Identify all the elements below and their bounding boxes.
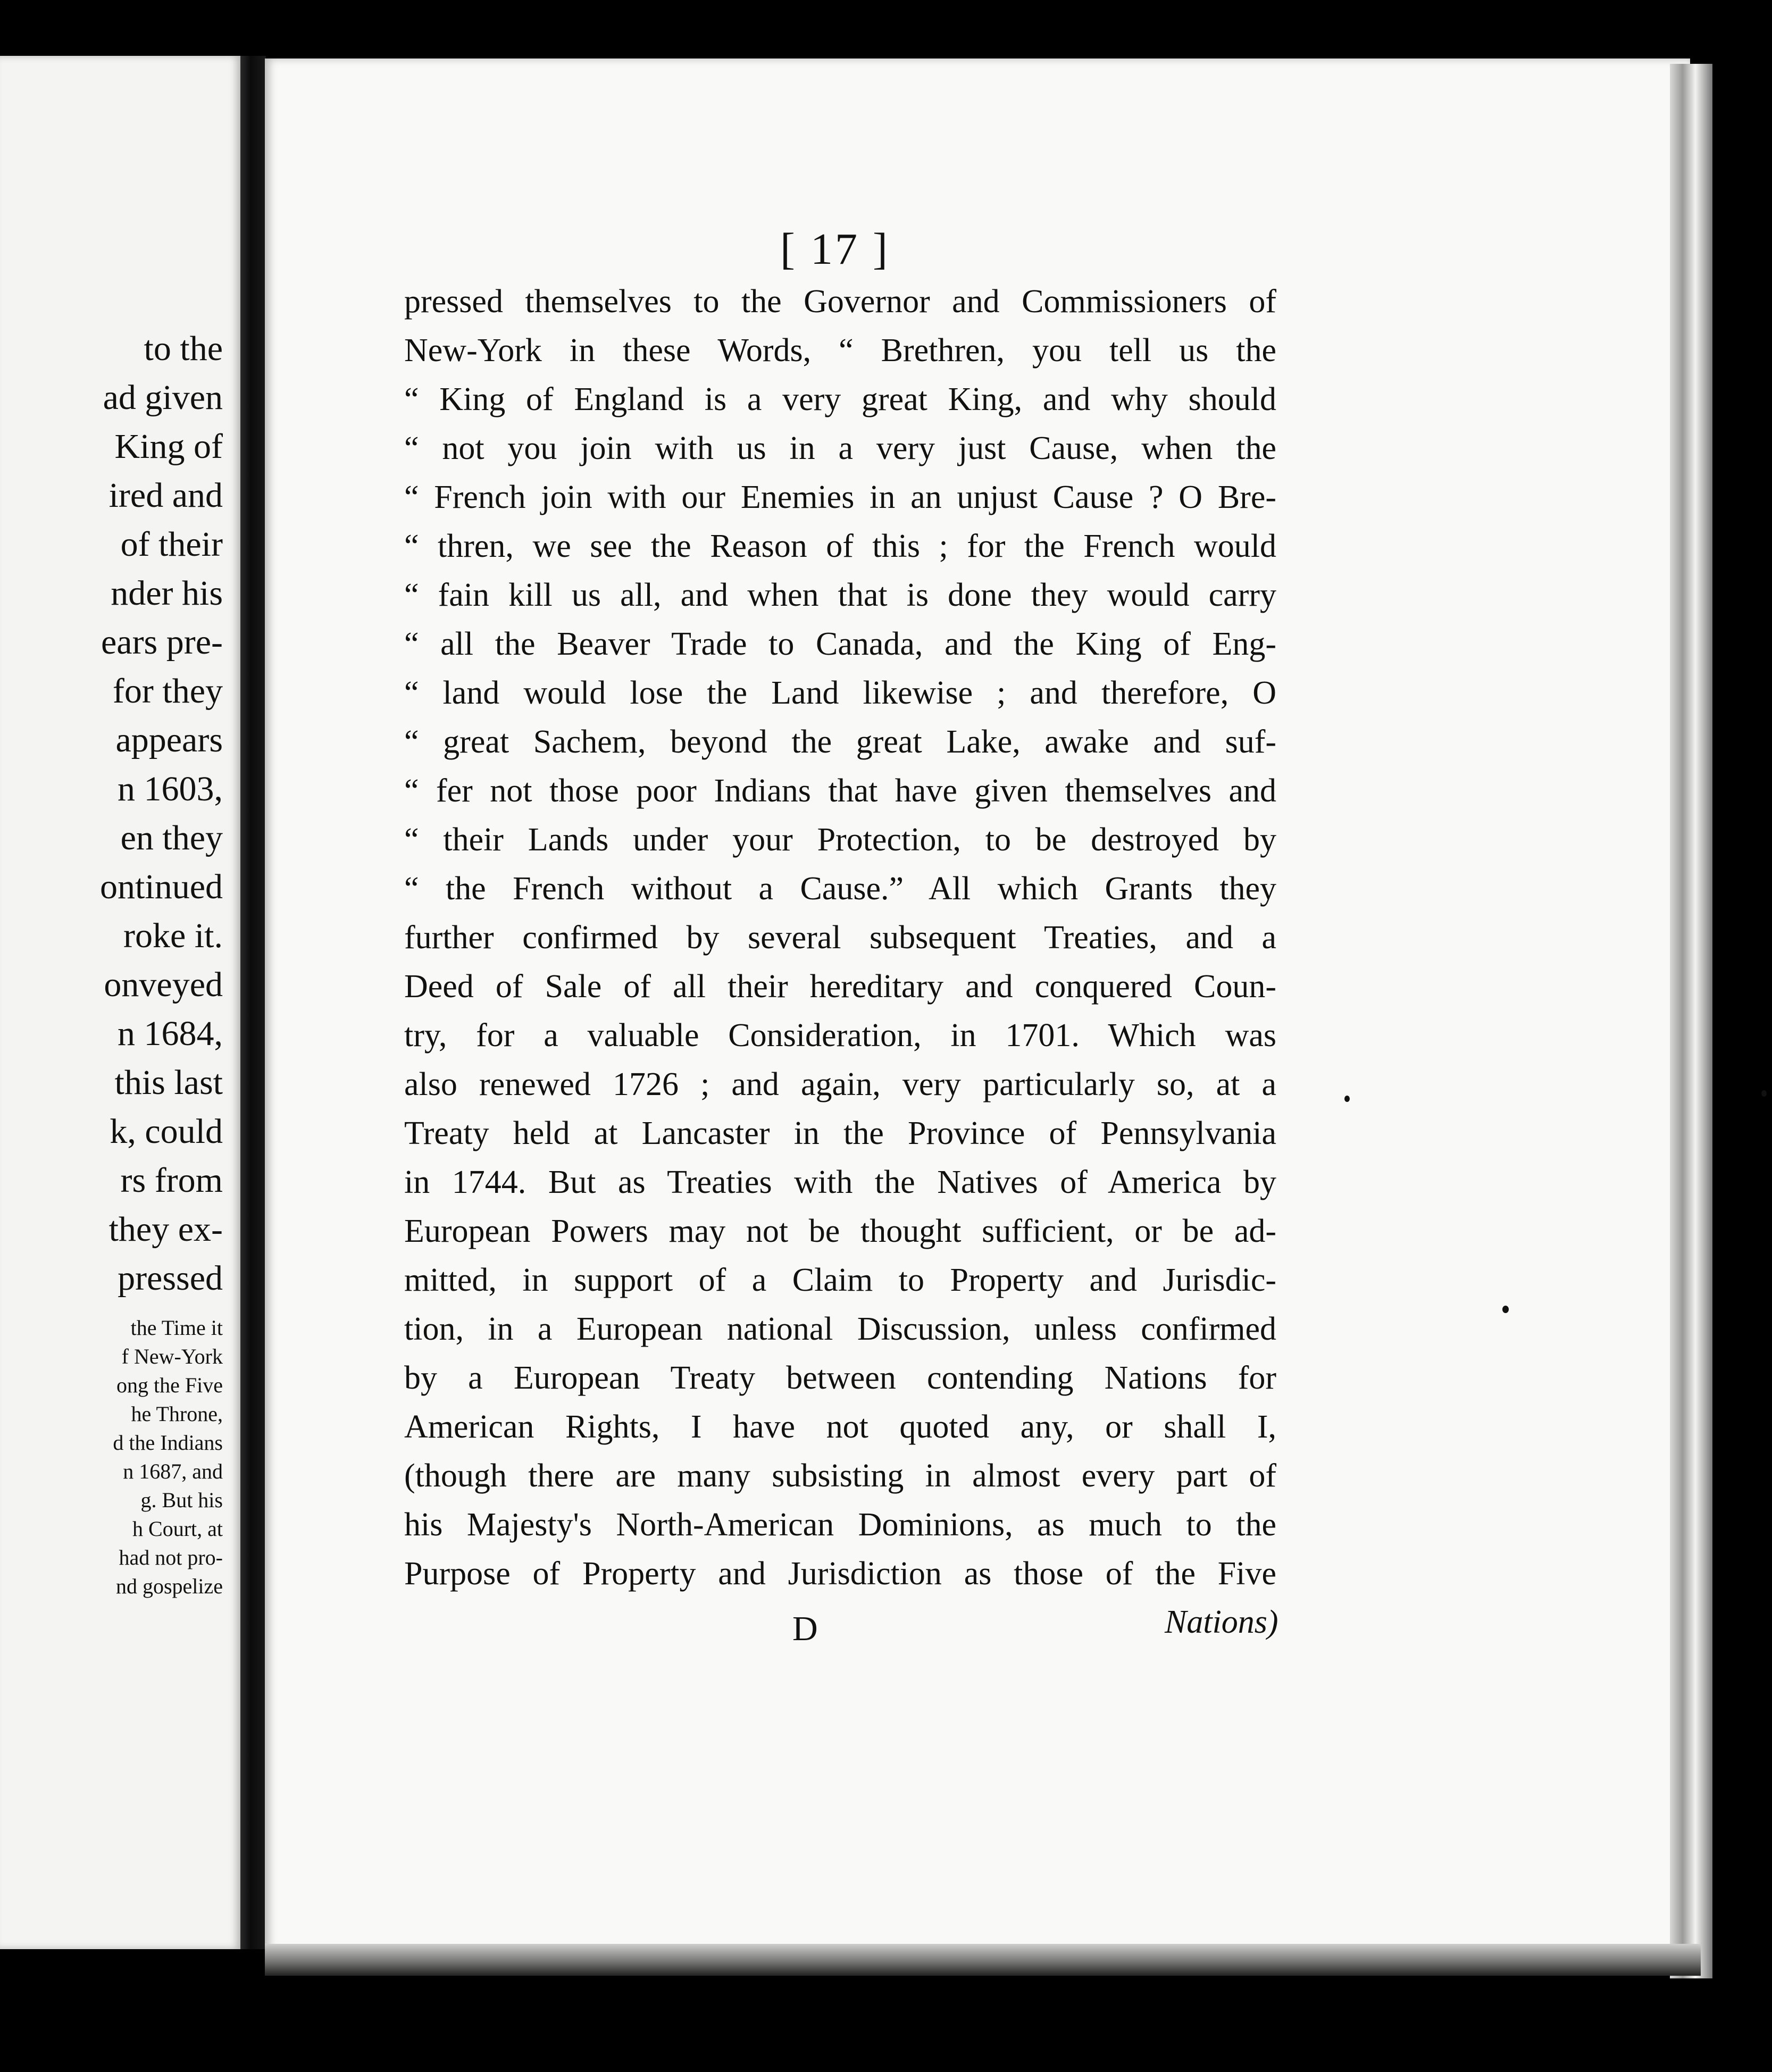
text-line: “ their Lands under your Protection, to be destroyed by (404, 822, 1276, 858)
text-line: “ all the Beaver Trade to Canada, and the King of Eng- (404, 626, 1276, 662)
text-line: “ not you join with us in a very just Cause, when the (404, 430, 1276, 466)
left-note-line: had not pro- (119, 1545, 223, 1569)
text-line: in 1744. But as Treaties with the Natives of America by (404, 1164, 1276, 1200)
text-line: “ King of England is a very great King, and why should (404, 381, 1276, 417)
left-note-line: d the Indians (113, 1431, 223, 1455)
text-line: “ thren, we see the Reason of this ; for the French would (404, 528, 1276, 564)
page-number: [ 17 ] (780, 224, 890, 274)
text-line: New-York in these Words, “ Brethren, you tell us the (404, 332, 1276, 369)
text-line: try, for a valuable Consideration, in 1701. Which was (404, 1017, 1276, 1054)
left-facing-page (0, 56, 242, 1949)
text-line: “ French join with our Enemies in an unjust Cause ? O Bre- (404, 479, 1276, 515)
left-note-line: nd gospelize (115, 1574, 223, 1598)
text-line: also renewed 1726 ; and again, very particularly so, at a (404, 1066, 1276, 1102)
text-line: Deed of Sale of all their hereditary and conquered Coun- (404, 968, 1276, 1005)
text-line: “ fer not those poor Indians that have given themselves and (404, 773, 1276, 809)
text-line: Treaty held at Lancaster in the Province of Pennsylvania (404, 1115, 1276, 1151)
text-line: (though there are many subsisting in almost every part of (404, 1458, 1276, 1494)
text-line: “ the French without a Cause.” All which Grants they (404, 871, 1276, 907)
left-body-line: for they (112, 672, 223, 711)
text-line: “ great Sachem, beyond the great Lake, awake and suf- (404, 724, 1276, 760)
left-body-line: nder his (111, 574, 223, 613)
text-line: “ land would lose the Land likewise ; and therefore, O (404, 675, 1276, 711)
left-body-line: n 1684, (118, 1014, 223, 1053)
text-line: mitted, in support of a Claim to Property and Jurisdic- (404, 1262, 1276, 1298)
ink-speck (1502, 1306, 1509, 1313)
catchword: Nations) (1165, 1604, 1278, 1640)
left-note-line: h Court, at (132, 1517, 223, 1541)
text-line: tion, in a European national Discussion, unless confirmed (404, 1311, 1276, 1347)
left-body-line: King of (114, 427, 223, 466)
text-line: his Majesty's North-American Dominions, as much to the (404, 1507, 1276, 1543)
left-body-line: roke it. (123, 916, 223, 955)
left-note-line: g. But his (140, 1488, 223, 1512)
left-body-line: appears (115, 721, 223, 759)
text-line: further confirmed by several subsequent Treaties, and a (404, 920, 1276, 956)
text-line: American Rights, I have not quoted any, or shall I, (404, 1409, 1276, 1445)
left-note-line: n 1687, and (123, 1459, 223, 1483)
left-note-line: the Time it (130, 1316, 223, 1340)
left-body-line: pressed (118, 1259, 223, 1298)
left-body-line: this last (114, 1063, 223, 1102)
page-bottom-edge (265, 1944, 1701, 1976)
left-body-line: ad given (103, 378, 223, 417)
left-body-line: ears pre- (101, 623, 223, 662)
text-line: “ fain kill us all, and when that is done they would carry (404, 577, 1276, 613)
ink-speck (1344, 1096, 1350, 1102)
text-line: European Powers may not be thought sufficient, or be ad- (404, 1213, 1276, 1249)
left-body-line: en they (120, 818, 223, 857)
left-body-line: k, could (110, 1112, 223, 1151)
left-note-line: he Throne, (131, 1402, 223, 1426)
ink-speck (1761, 1090, 1767, 1097)
left-body-line: rs from (120, 1161, 223, 1200)
left-body-line: to the (144, 329, 223, 368)
book-gutter (240, 56, 266, 1949)
left-body-line: of their (120, 525, 223, 564)
text-line: pressed themselves to the Governor and Commissioners of (404, 283, 1276, 320)
left-body-line: they ex- (108, 1210, 223, 1249)
left-body-line: n 1603, (118, 770, 223, 808)
text-line: by a European Treaty between contending Nations for (404, 1360, 1276, 1396)
left-note-line: f New-York (121, 1344, 223, 1368)
left-body-line: ired and (108, 476, 223, 515)
left-body-line: ontinued (100, 867, 223, 906)
text-line: Purpose of Property and Jurisdiction as those of the Five (404, 1556, 1276, 1592)
left-body-line: onveyed (104, 965, 223, 1004)
signature-mark: D (792, 1609, 818, 1648)
left-note-line: ong the Five (116, 1373, 223, 1397)
page-edge (1670, 64, 1712, 1978)
